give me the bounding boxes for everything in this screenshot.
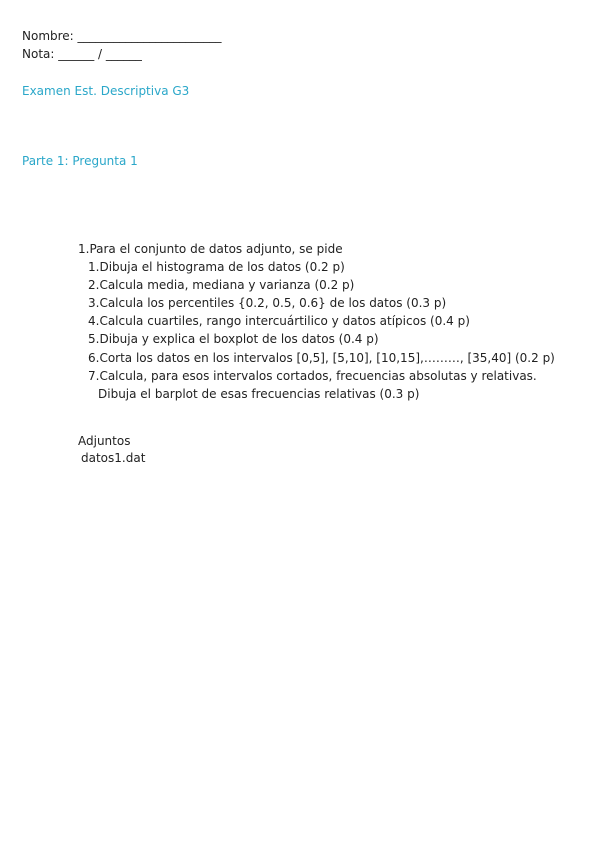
- question-item: 6.Corta los datos en los intervalos [0,5], [5,10], [10,15],………, [35,40] (0.2 p): [88, 350, 555, 365]
- question-item-continuation: Dibuja el barplot de esas frecuencias relativas (0.3 p): [98, 386, 420, 401]
- question-item: 7.Calcula, para esos intervalos cortados, frecuencias absolutas y relativas.: [88, 368, 537, 383]
- student-name-line: Nombre: ________________________: [22, 29, 222, 43]
- exam-title: Examen Est. Descriptiva G3: [22, 84, 190, 98]
- question-item: 2.Calcula media, mediana y varianza (0.2 p): [88, 278, 355, 293]
- question-item: 3.Calcula los percentiles {0.2, 0.5, 0.6} de los datos (0.3 p): [88, 296, 447, 311]
- attachment-file-link[interactable]: datos1.dat: [81, 450, 146, 465]
- attachments-label: Adjuntos: [78, 434, 131, 448]
- question-item: 4.Calcula cuartiles, rango intercuártilico y datos atípicos (0.4 p): [88, 314, 470, 329]
- question-item: 5.Dibuja y explica el boxplot de los datos (0.4 p): [88, 332, 379, 347]
- section-heading: Parte 1: Pregunta 1: [22, 154, 138, 168]
- question-item: 1.Dibuja el histograma de los datos (0.2 p): [88, 260, 345, 275]
- question-block: [78, 240, 555, 403]
- attachments-section: [78, 433, 145, 466]
- grade-line: Nota: ______ / ______: [22, 47, 142, 61]
- question-intro: 1.Para el conjunto de datos adjunto, se pide: [78, 242, 343, 256]
